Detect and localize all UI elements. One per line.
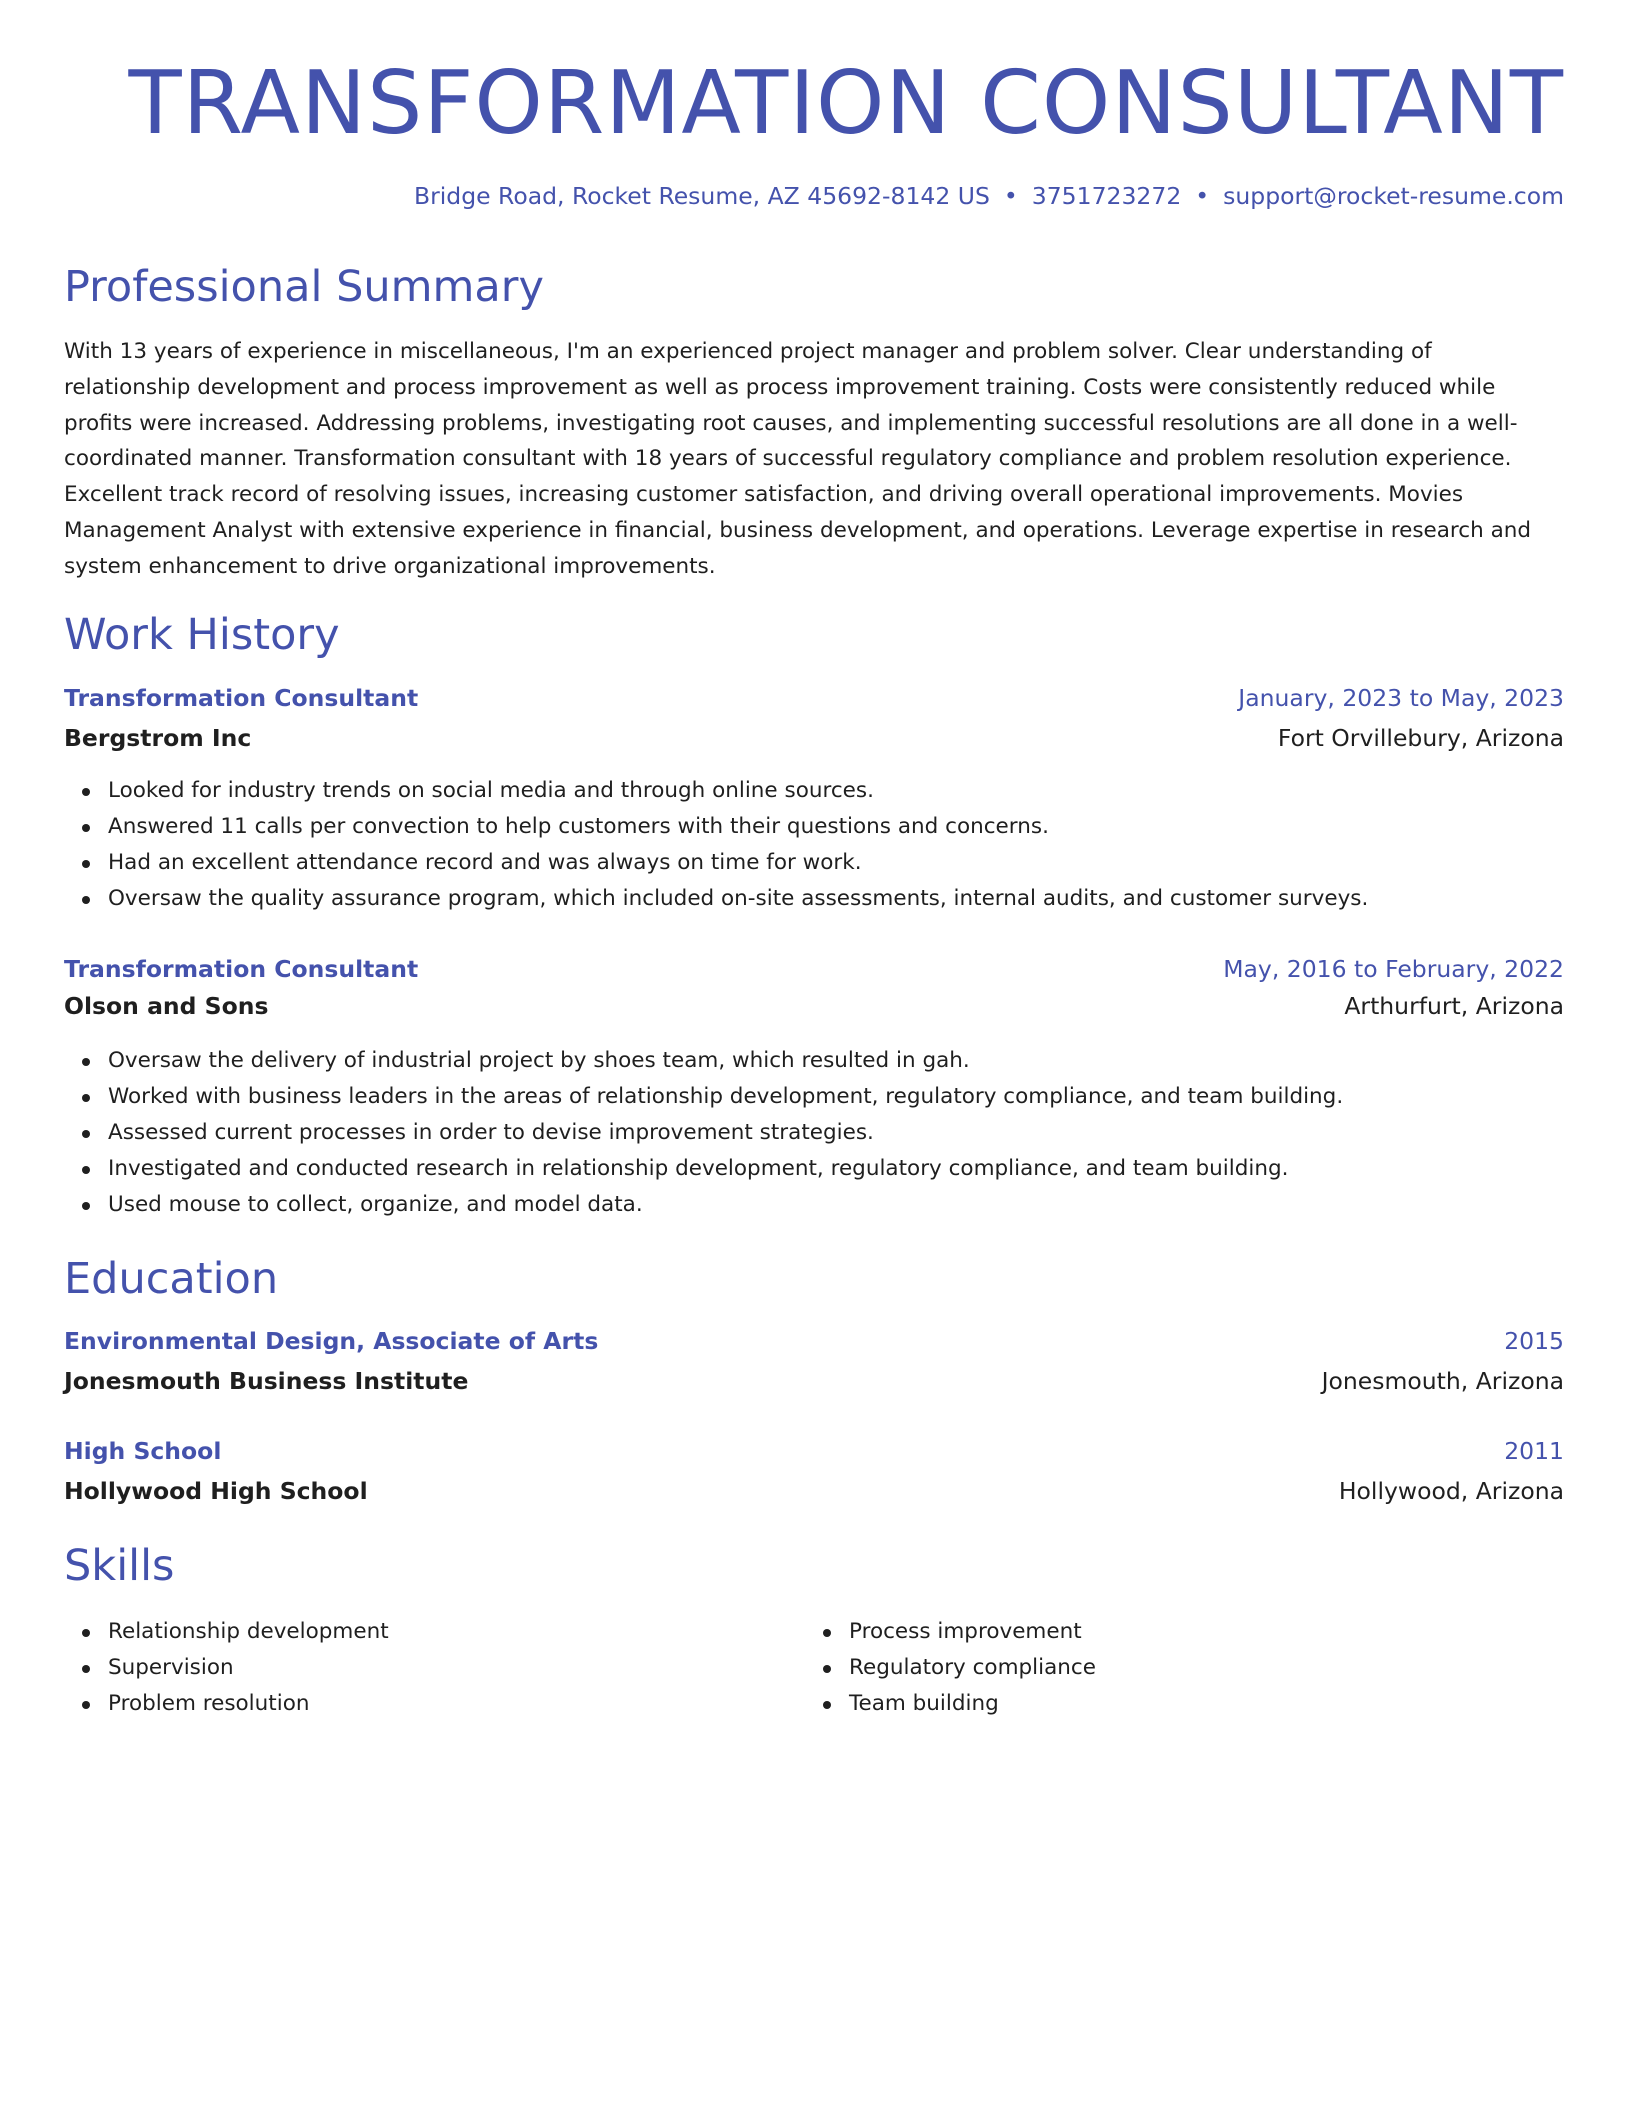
skill-item: Process improvement bbox=[849, 1614, 1096, 1650]
education-header bbox=[64, 1435, 1564, 1471]
section-title-work-history: Work History bbox=[64, 610, 340, 660]
job-bullet-list bbox=[108, 773, 1368, 917]
contact-separator: • bbox=[1003, 182, 1018, 210]
job-company-row bbox=[64, 722, 1564, 758]
job-company: Olson and Sons bbox=[64, 992, 269, 1020]
education-school-row bbox=[64, 1475, 1564, 1511]
education-header bbox=[64, 1325, 1564, 1361]
education-location: Hollywood, Arizona bbox=[1338, 1477, 1564, 1505]
job-bullet: Investigated and conducted research in relationship development, regulatory compliance, and team building. bbox=[108, 1151, 1343, 1187]
contact-separator: • bbox=[1195, 182, 1210, 210]
job-bullet: Used mouse to collect, organize, and model data. bbox=[108, 1187, 1343, 1223]
job-company-row bbox=[64, 990, 1564, 1026]
job-bullet: Looked for industry trends on social media and through online sources. bbox=[108, 773, 1368, 809]
job-role: Transformation Consultant bbox=[64, 955, 419, 983]
skill-item: Relationship development bbox=[108, 1614, 389, 1650]
job-dates: January, 2023 to May, 2023 bbox=[1238, 684, 1564, 712]
job-location: Fort Orvillebury, Arizona bbox=[1277, 724, 1564, 752]
job-bullet: Assessed current processes in order to devise improvement strategies. bbox=[108, 1115, 1343, 1151]
resume-name-title: TRANSFORMATION CONSULTANT bbox=[128, 52, 1564, 154]
job-role: Transformation Consultant bbox=[64, 684, 419, 712]
skill-item: Problem resolution bbox=[108, 1686, 389, 1722]
job-bullet: Oversaw the delivery of industrial project by shoes team, which resulted in gah. bbox=[108, 1043, 1343, 1079]
skill-item: Team building bbox=[849, 1686, 1096, 1722]
job-bullet: Worked with business leaders in the areas of relationship development, regulatory compliance, and team building. bbox=[108, 1079, 1343, 1115]
contact-line bbox=[414, 181, 1564, 211]
skill-item: Regulatory compliance bbox=[849, 1650, 1096, 1686]
skills-list-left bbox=[108, 1614, 389, 1722]
job-bullet-list bbox=[108, 1043, 1343, 1223]
education-location: Jonesmouth, Arizona bbox=[1321, 1367, 1564, 1395]
job-dates: May, 2016 to February, 2022 bbox=[1223, 955, 1564, 983]
section-title-summary: Professional Summary bbox=[64, 262, 544, 312]
contact-email: support@rocket-resume.com bbox=[1223, 182, 1564, 210]
job-header bbox=[64, 682, 1564, 718]
job-company: Bergstrom Inc bbox=[64, 724, 252, 752]
section-title-skills: Skills bbox=[64, 1541, 175, 1591]
job-location: Arthurfurt, Arizona bbox=[1344, 992, 1564, 1020]
education-degree: High School bbox=[64, 1437, 222, 1465]
job-header bbox=[64, 953, 1564, 989]
education-school: Jonesmouth Business Institute bbox=[64, 1367, 469, 1395]
education-year: 2015 bbox=[1504, 1327, 1564, 1355]
skill-item: Supervision bbox=[108, 1650, 389, 1686]
section-title-education: Education bbox=[64, 1254, 279, 1304]
contact-phone: 3751723272 bbox=[1031, 182, 1182, 210]
job-bullet: Had an excellent attendance record and was always on time for work. bbox=[108, 845, 1368, 881]
job-bullet: Oversaw the quality assurance program, which included on-site assessments, internal audits, and customer surveys. bbox=[108, 881, 1368, 917]
education-school-row bbox=[64, 1365, 1564, 1401]
job-bullet: Answered 11 calls per convection to help customers with their questions and concerns. bbox=[108, 809, 1368, 845]
education-degree: Environmental Design, Associate of Arts bbox=[64, 1327, 599, 1355]
summary-text: With 13 years of experience in miscellaneous, I'm an experienced project manager and problem solver. Clear understanding of relationship development and process improvement as well as process improvement training. Costs were consistently reduced while profits were increased. Addressing problems, investigating root causes, and implementing successful resolutions are all done in a well-coordinated manner. Transformation consultant with 18 years of successful regulatory compliance and problem resolution experience. Excellent track record of resolving issues, increasing customer satisfaction, and driving overall operational improvements. Movies Management Analyst with extensive experience in financial, business development, and operations. Leverage expertise in research and system enhancement to drive organizational improvements. bbox=[64, 339, 1532, 579]
skills-list-right bbox=[849, 1614, 1096, 1722]
education-school: Hollywood High School bbox=[64, 1477, 368, 1505]
contact-address: Bridge Road, Rocket Resume, AZ 45692-8142 US bbox=[413, 182, 990, 210]
education-year: 2011 bbox=[1504, 1437, 1564, 1465]
